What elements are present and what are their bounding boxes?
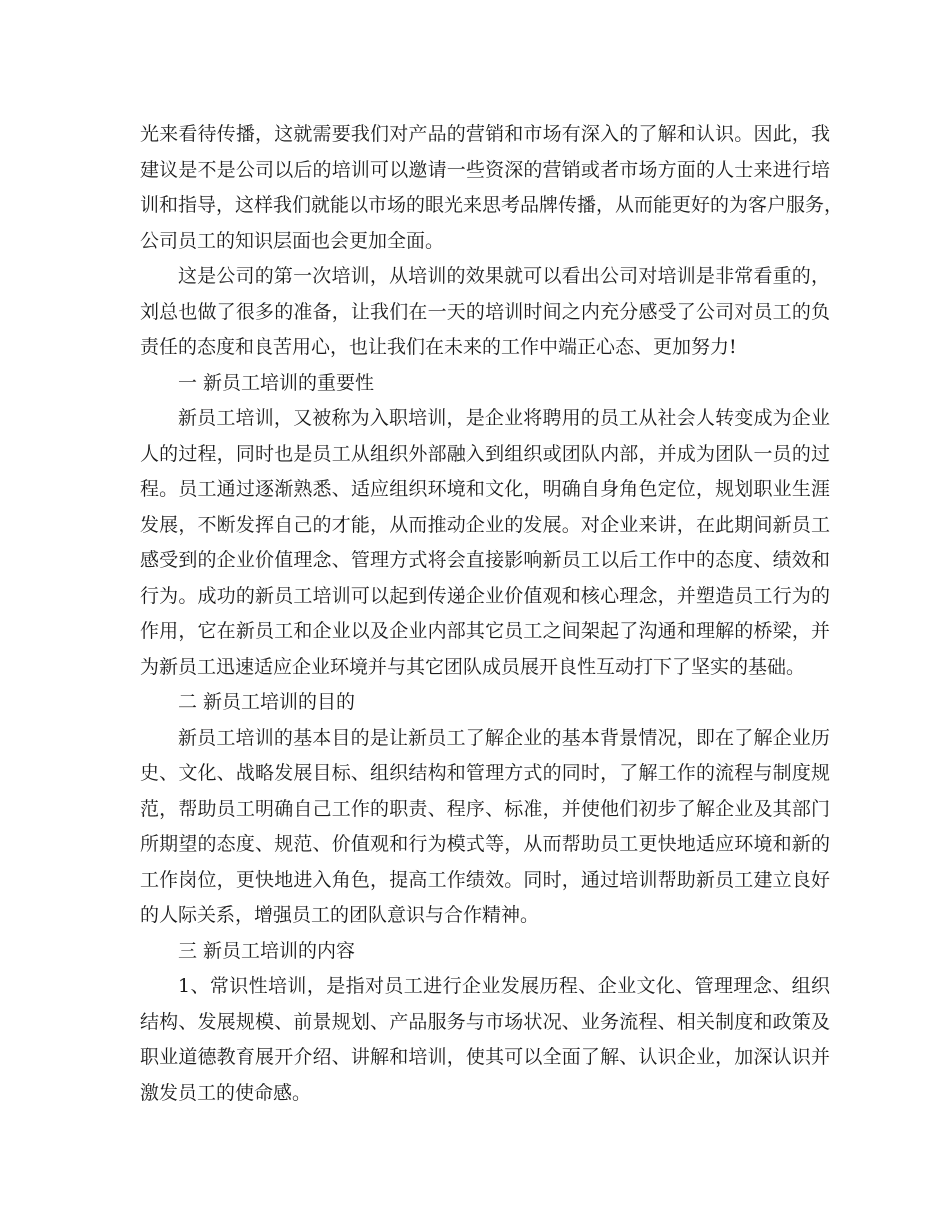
text-line: 发展，不断发挥自己的才能，从而推动企业的发展。对企业来讲，在此期间新员工 bbox=[140, 513, 830, 536]
text-line: 1、常识性培训，是指对员工进行企业发展历程、企业文化、管理理念、组织 bbox=[178, 975, 830, 997]
document-page bbox=[140, 117, 844, 1111]
text-line: 训和指导，这样我们就能以市场的眼光来思考品牌传播，从而能更好的为客户服务， bbox=[140, 194, 844, 216]
text-line: 感受到的企业价值理念、管理方式将会直接影响新员工以后工作中的态度、绩效和 bbox=[140, 549, 830, 571]
text-line: 的人际关系，增强员工的团队意识与合作精神。 bbox=[140, 904, 540, 926]
text-line: 为新员工迅速适应企业环境并与其它团队成员展开良性互动打下了坚实的基础。 bbox=[140, 655, 806, 678]
text-line: 激发员工的使命感。 bbox=[140, 1081, 312, 1104]
text-line: 这是公司的第一次培训，从培训的效果就可以看出公司对培训是非常看重的， bbox=[178, 265, 830, 287]
text-line: 作用，它在新员工和企业以及企业内部其它员工之间架起了沟通和理解的桥梁，并 bbox=[140, 620, 830, 642]
text-line: 结构、发展规模、前景规划、产品服务与市场状况、业务流程、相关制度和政策及 bbox=[140, 1010, 830, 1033]
text-line: 光来看待传播，这就需要我们对产品的营销和市场有深入的了解和认识。因此，我 bbox=[140, 123, 830, 145]
text-line: 责任的态度和良苦用心，也让我们在未来的工作中端正心态、更加努力! bbox=[140, 336, 737, 358]
text-line: 人的过程，同时也是员工从组织外部融入到组织或团队内部，并成为团队一员的过 bbox=[140, 442, 830, 465]
section-heading: 三 新员工培训的内容 bbox=[178, 939, 356, 962]
text-line: 职业道德教育展开介绍、讲解和培训，使其可以全面了解、认识企业，加深认识并 bbox=[140, 1046, 830, 1068]
text-line: 新员工培训，又被称为入职培训，是企业将聘用的员工从社会人转变成为企业 bbox=[178, 407, 830, 429]
text-line: 刘总也做了很多的准备，让我们在一天的培训时间之内充分感受了公司对员工的负 bbox=[140, 300, 830, 323]
section-heading: 一 新员工培训的重要性 bbox=[178, 371, 375, 394]
text-line: 所期望的态度、规范、价值观和行为模式等，从而帮助员工更快地适应环境和新的 bbox=[140, 833, 830, 855]
text-line: 建议是不是公司以后的培训可以邀请一些资深的营销或者市场方面的人士来进行培 bbox=[140, 158, 830, 181]
text-line: 新员工培训的基本目的是让新员工了解企业的基本背景情况，即在了解企业历 bbox=[178, 726, 830, 749]
text-line: 行为。成功的新员工培训可以起到传递企业价值观和核心理念，并塑造员工行为的 bbox=[140, 584, 830, 607]
text-line: 史、文化、战略发展目标、组织结构和管理方式的同时，了解工作的流程与制度规 bbox=[140, 762, 830, 784]
text-line: 程。员工通过逐渐熟悉、适应组织环境和文化，明确自身角色定位，规划职业生涯 bbox=[140, 478, 830, 500]
text-line: 工作岗位，更快地进入角色，提高工作绩效。同时，通过培训帮助新员工建立良好 bbox=[140, 868, 830, 891]
section-heading: 二 新员工培训的目的 bbox=[178, 691, 356, 713]
text-line: 范，帮助员工明确自己工作的职责、程序、标准，并使他们初步了解企业及其部门 bbox=[140, 797, 830, 820]
text-line: 公司员工的知识层面也会更加全面。 bbox=[140, 229, 445, 252]
